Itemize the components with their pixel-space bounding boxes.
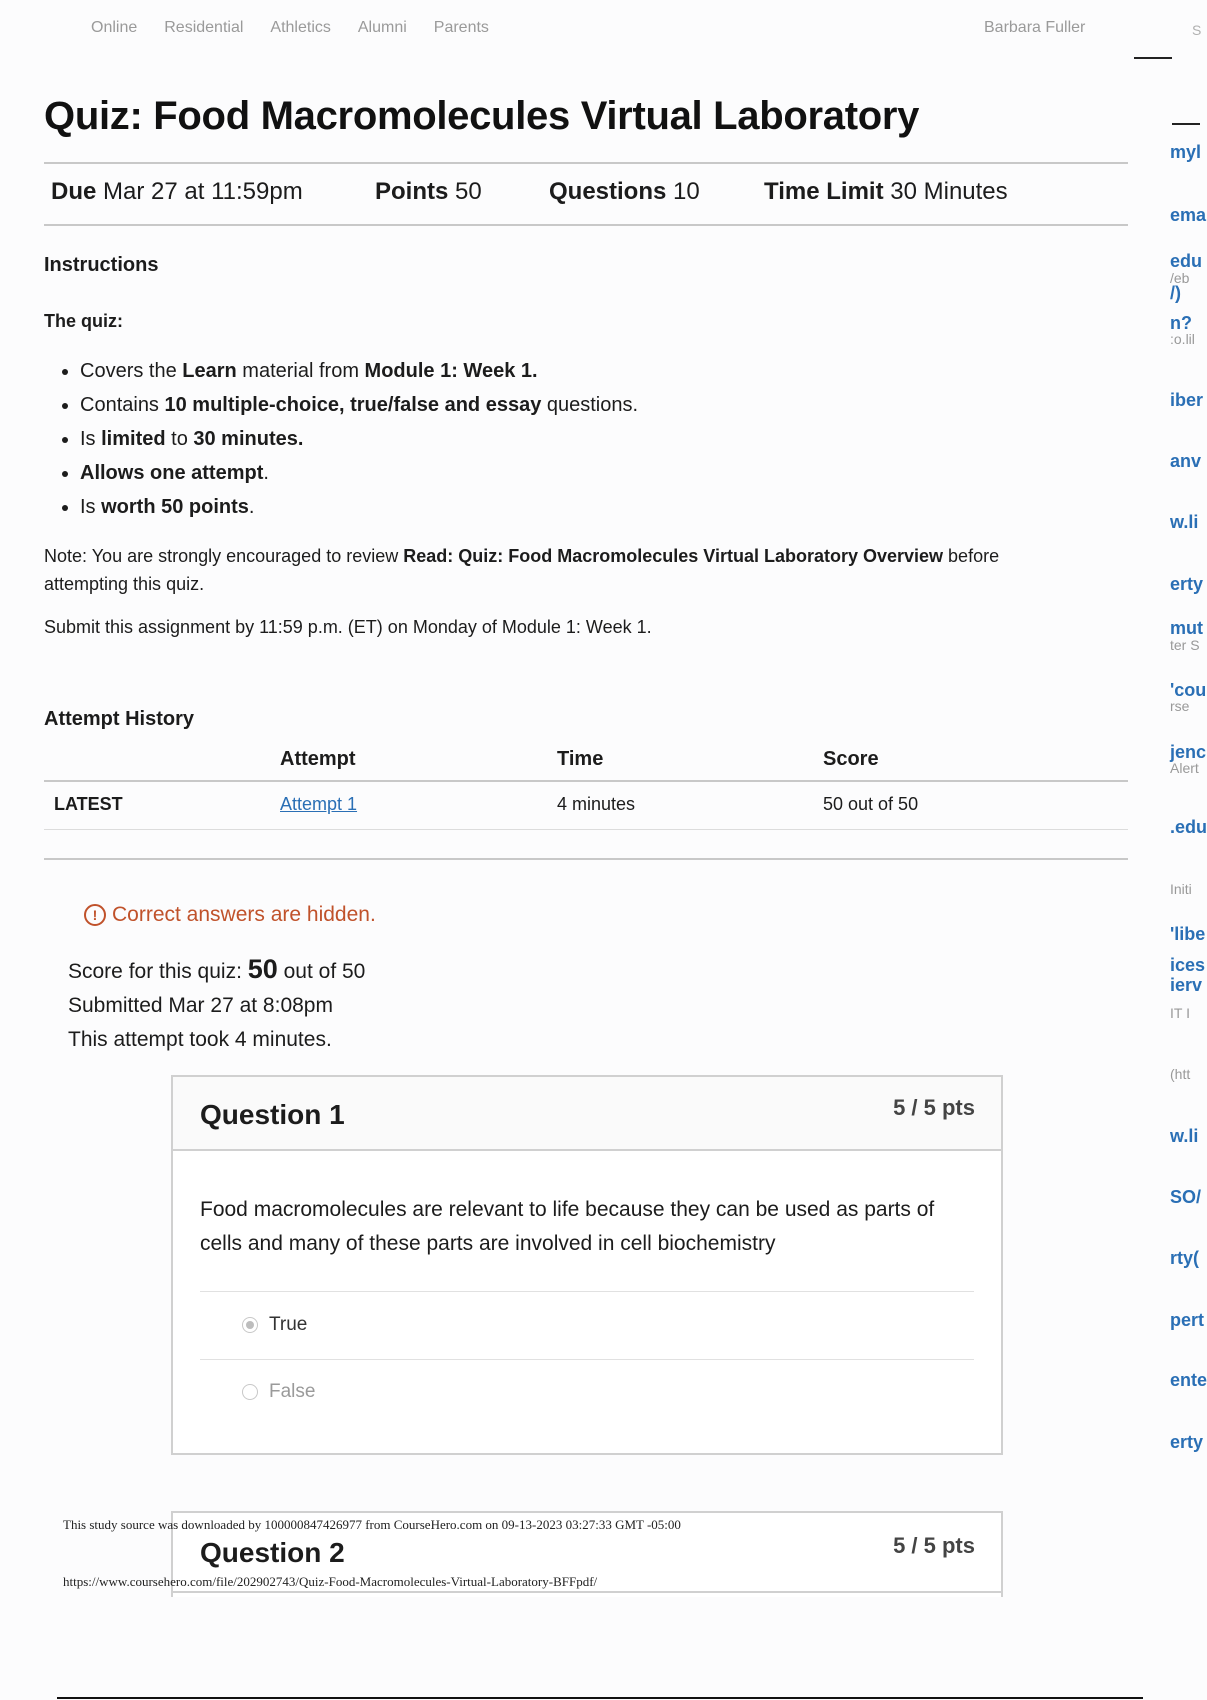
sidebar-fragment[interactable]: erty xyxy=(1170,1432,1204,1452)
list-item: • Covers the Learn material from Module 1: Week 1. xyxy=(80,354,638,388)
source-watermark: This study source was downloaded by 100000847426977 from CourseHero.com on 09-13-2023 03:27:33 GMT -05:00 xyxy=(63,1517,681,1532)
sidebar-fragment[interactable]: 'libe xyxy=(1170,924,1206,944)
time-limit-label: Time Limit xyxy=(764,178,884,205)
sidebar-fragment[interactable]: /) xyxy=(1170,283,1181,303)
question-header xyxy=(173,1077,1001,1151)
answers-hidden-text: Correct answers are hidden. xyxy=(112,903,376,926)
sidebar-fragment: Initi xyxy=(1170,881,1192,897)
table-row-divider xyxy=(44,829,1128,830)
col-score: Score xyxy=(823,748,879,770)
sidebar-fragment: /eb xyxy=(1170,270,1190,286)
answers-hidden-notice xyxy=(84,903,376,927)
meta-questions xyxy=(549,178,700,206)
sidebar-fragment[interactable]: mut xyxy=(1170,618,1203,638)
title-divider xyxy=(44,162,1128,164)
sidebar-fragment: (htt xyxy=(1170,1066,1191,1082)
sidebar-fragment[interactable]: 'cou xyxy=(1170,680,1207,700)
quiz-score-line: Score for this quiz: 50 out of 50 xyxy=(68,954,366,984)
time-limit-value: 30 Minutes xyxy=(890,178,1008,205)
sidebar-fragment[interactable]: pert xyxy=(1170,1310,1205,1330)
top-nav xyxy=(91,19,489,37)
meta-due xyxy=(51,178,303,206)
attempt-history-heading: Attempt History xyxy=(44,708,195,730)
sidebar-fragment[interactable]: .edu xyxy=(1170,817,1207,837)
nav-athletics[interactable]: Athletics xyxy=(270,19,331,36)
overview-reference: Read: Quiz: Food Macromolecules Virtual Laboratory Overview xyxy=(403,546,944,566)
sidebar-fragment: :o.lil xyxy=(1170,331,1195,347)
sidebar-fragment[interactable]: anv xyxy=(1170,451,1202,471)
sidebar-fragment[interactable]: jenc xyxy=(1170,742,1207,762)
meta-divider xyxy=(44,224,1128,226)
top-right-fragment: S xyxy=(1192,22,1202,38)
due-value: Mar 27 at 11:59pm xyxy=(103,178,303,205)
attempt-duration-line: This attempt took 4 minutes. xyxy=(68,1028,332,1051)
section-divider xyxy=(44,858,1128,860)
sidebar-fragment: rse xyxy=(1170,698,1190,714)
source-url-watermark: https://www.coursehero.com/file/202902743/Quiz-Food-Macromolecules-Virtual-Laboratory-BFFpdf/ xyxy=(63,1574,598,1589)
sidebar-fragment[interactable]: w.li xyxy=(1170,512,1199,532)
points-value: 50 xyxy=(455,178,482,205)
list-item: • Allows one attempt. xyxy=(80,456,638,490)
sidebar-fragment: IT I xyxy=(1170,1005,1190,1021)
list-item: • Contains 10 multiple-choice, true/false and essay questions. xyxy=(80,388,638,422)
answer-label: True xyxy=(269,1314,308,1335)
sidebar-fragment[interactable]: iber xyxy=(1170,390,1204,410)
sidebar-fragment[interactable]: erty xyxy=(1170,574,1204,594)
question-card-1 xyxy=(171,1075,1003,1455)
sidebar-fragment: ter S xyxy=(1170,637,1200,653)
question-title: Question 1 xyxy=(200,1099,345,1130)
questions-value: 10 xyxy=(673,178,700,205)
sidebar-fragment[interactable]: ices xyxy=(1170,955,1206,975)
radio-unselected-icon[interactable] xyxy=(242,1384,258,1400)
answer-true[interactable] xyxy=(242,1314,307,1336)
nav-parents[interactable]: Parents xyxy=(433,19,489,36)
sidebar-fragment[interactable]: n? xyxy=(1170,313,1192,333)
answer-divider xyxy=(200,1291,974,1292)
page-title: Quiz: Food Macromolecules Virtual Laboratory xyxy=(44,94,920,138)
sidebar-fragment[interactable]: SO/ xyxy=(1170,1187,1202,1207)
nav-alumni[interactable]: Alumni xyxy=(357,19,407,36)
table-header-divider xyxy=(44,780,1128,782)
answer-false[interactable] xyxy=(242,1381,315,1403)
instructions-heading: Instructions xyxy=(44,254,159,276)
user-name[interactable]: Barbara Fuller xyxy=(984,19,1086,36)
submit-by-note: Submit this assignment by 11:59 p.m. (ET) on Monday of Module 1: Week 1. xyxy=(44,617,652,637)
points-label: Points xyxy=(375,178,449,205)
radio-selected-icon[interactable] xyxy=(242,1317,258,1333)
col-attempt: Attempt xyxy=(280,748,356,770)
question-points: 5 / 5 pts xyxy=(893,1533,975,1558)
list-item: • Is limited to 30 minutes. xyxy=(80,422,638,456)
nav-residential[interactable]: Residential xyxy=(164,19,244,36)
list-item: • Is worth 50 points. xyxy=(80,490,638,524)
attempt-1-link[interactable]: Attempt 1 xyxy=(280,794,358,814)
nav-online[interactable]: Online xyxy=(91,19,138,36)
clipped-sidebar xyxy=(1166,0,1207,1700)
sidebar-fragment[interactable]: rty( xyxy=(1170,1248,1200,1268)
sidebar-fragment[interactable]: edu xyxy=(1170,251,1203,271)
quiz-heading: The quiz: xyxy=(44,311,123,331)
latest-label: LATEST xyxy=(54,794,123,814)
answer-label: False xyxy=(269,1381,316,1402)
question-points: 5 / 5 pts xyxy=(893,1095,975,1120)
meta-points xyxy=(375,178,482,206)
question-header-divider xyxy=(173,1591,1001,1593)
question-title: Question 2 xyxy=(200,1537,345,1568)
sidebar-fragment[interactable]: myl xyxy=(1170,142,1202,162)
attempt-score: 50 out of 50 xyxy=(823,794,919,814)
bottom-border xyxy=(57,1697,1143,1699)
sidebar-fragment[interactable]: ierv xyxy=(1170,975,1203,995)
quiz-score-value: 50 xyxy=(247,954,278,984)
sidebar-fragment[interactable]: w.li xyxy=(1170,1126,1199,1146)
submitted-line: Submitted Mar 27 at 8:08pm xyxy=(68,994,333,1017)
attempt-time: 4 minutes xyxy=(557,794,636,814)
question-text: Food macromolecules are relevant to life because they can be used as parts of cells and many of these parts are involved in cell biochemistry xyxy=(200,1198,935,1255)
instruction-list xyxy=(55,354,638,524)
score-summary xyxy=(68,952,365,1057)
review-note: Note: You are strongly encouraged to review Read: Quiz: Food Macromolecules Virtual Laboratory Overview before attempting this quiz. xyxy=(44,546,1000,594)
questions-label: Questions xyxy=(549,178,667,205)
due-label: Due xyxy=(51,178,97,205)
col-time: Time xyxy=(557,748,604,770)
sidebar-fragment: Alert xyxy=(1170,760,1199,776)
sidebar-fragment[interactable]: ente xyxy=(1170,1370,1207,1390)
meta-time-limit xyxy=(764,178,1008,206)
sidebar-fragment[interactable]: ema xyxy=(1170,205,1207,225)
warning-icon: ! xyxy=(84,904,106,926)
answer-divider xyxy=(200,1359,974,1360)
